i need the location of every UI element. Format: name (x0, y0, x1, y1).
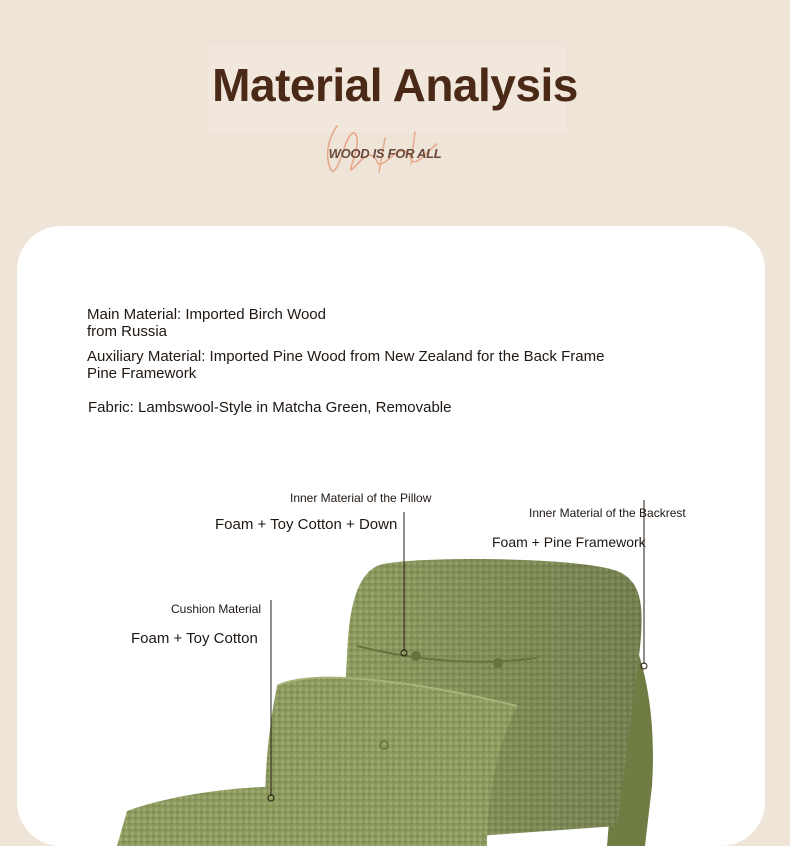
main-material-text: Main Material: Imported Birch Wood from Russia (87, 306, 326, 340)
fabric-text: Fabric: Lambswool-Style in Matcha Green, Removable (88, 399, 452, 416)
cushion-callout-label: Cushion Material (171, 602, 262, 616)
pillow-callout-value: Foam + Toy Cotton + Down (215, 516, 398, 533)
backrest-callout-label: Inner Material of the Backrest (529, 506, 686, 520)
brand-tagline-block (315, 118, 455, 178)
lambswool-lounge-chair-image (17, 226, 765, 846)
hero-header (0, 0, 790, 225)
page-title: Material Analysis (212, 59, 578, 111)
backrest-callout-value: Foam + Pine Framework (492, 534, 646, 550)
tagline-text: WOOD IS FOR ALL (328, 146, 442, 161)
material-card (17, 226, 765, 846)
auxiliary-material-text: Auxiliary Material: Imported Pine Wood from New Zealand for the Back Frame Pine Framework (87, 348, 605, 382)
cushion-callout-value: Foam + Toy Cotton (131, 630, 258, 647)
pillow-callout-label: Inner Material of the Pillow (290, 491, 432, 505)
